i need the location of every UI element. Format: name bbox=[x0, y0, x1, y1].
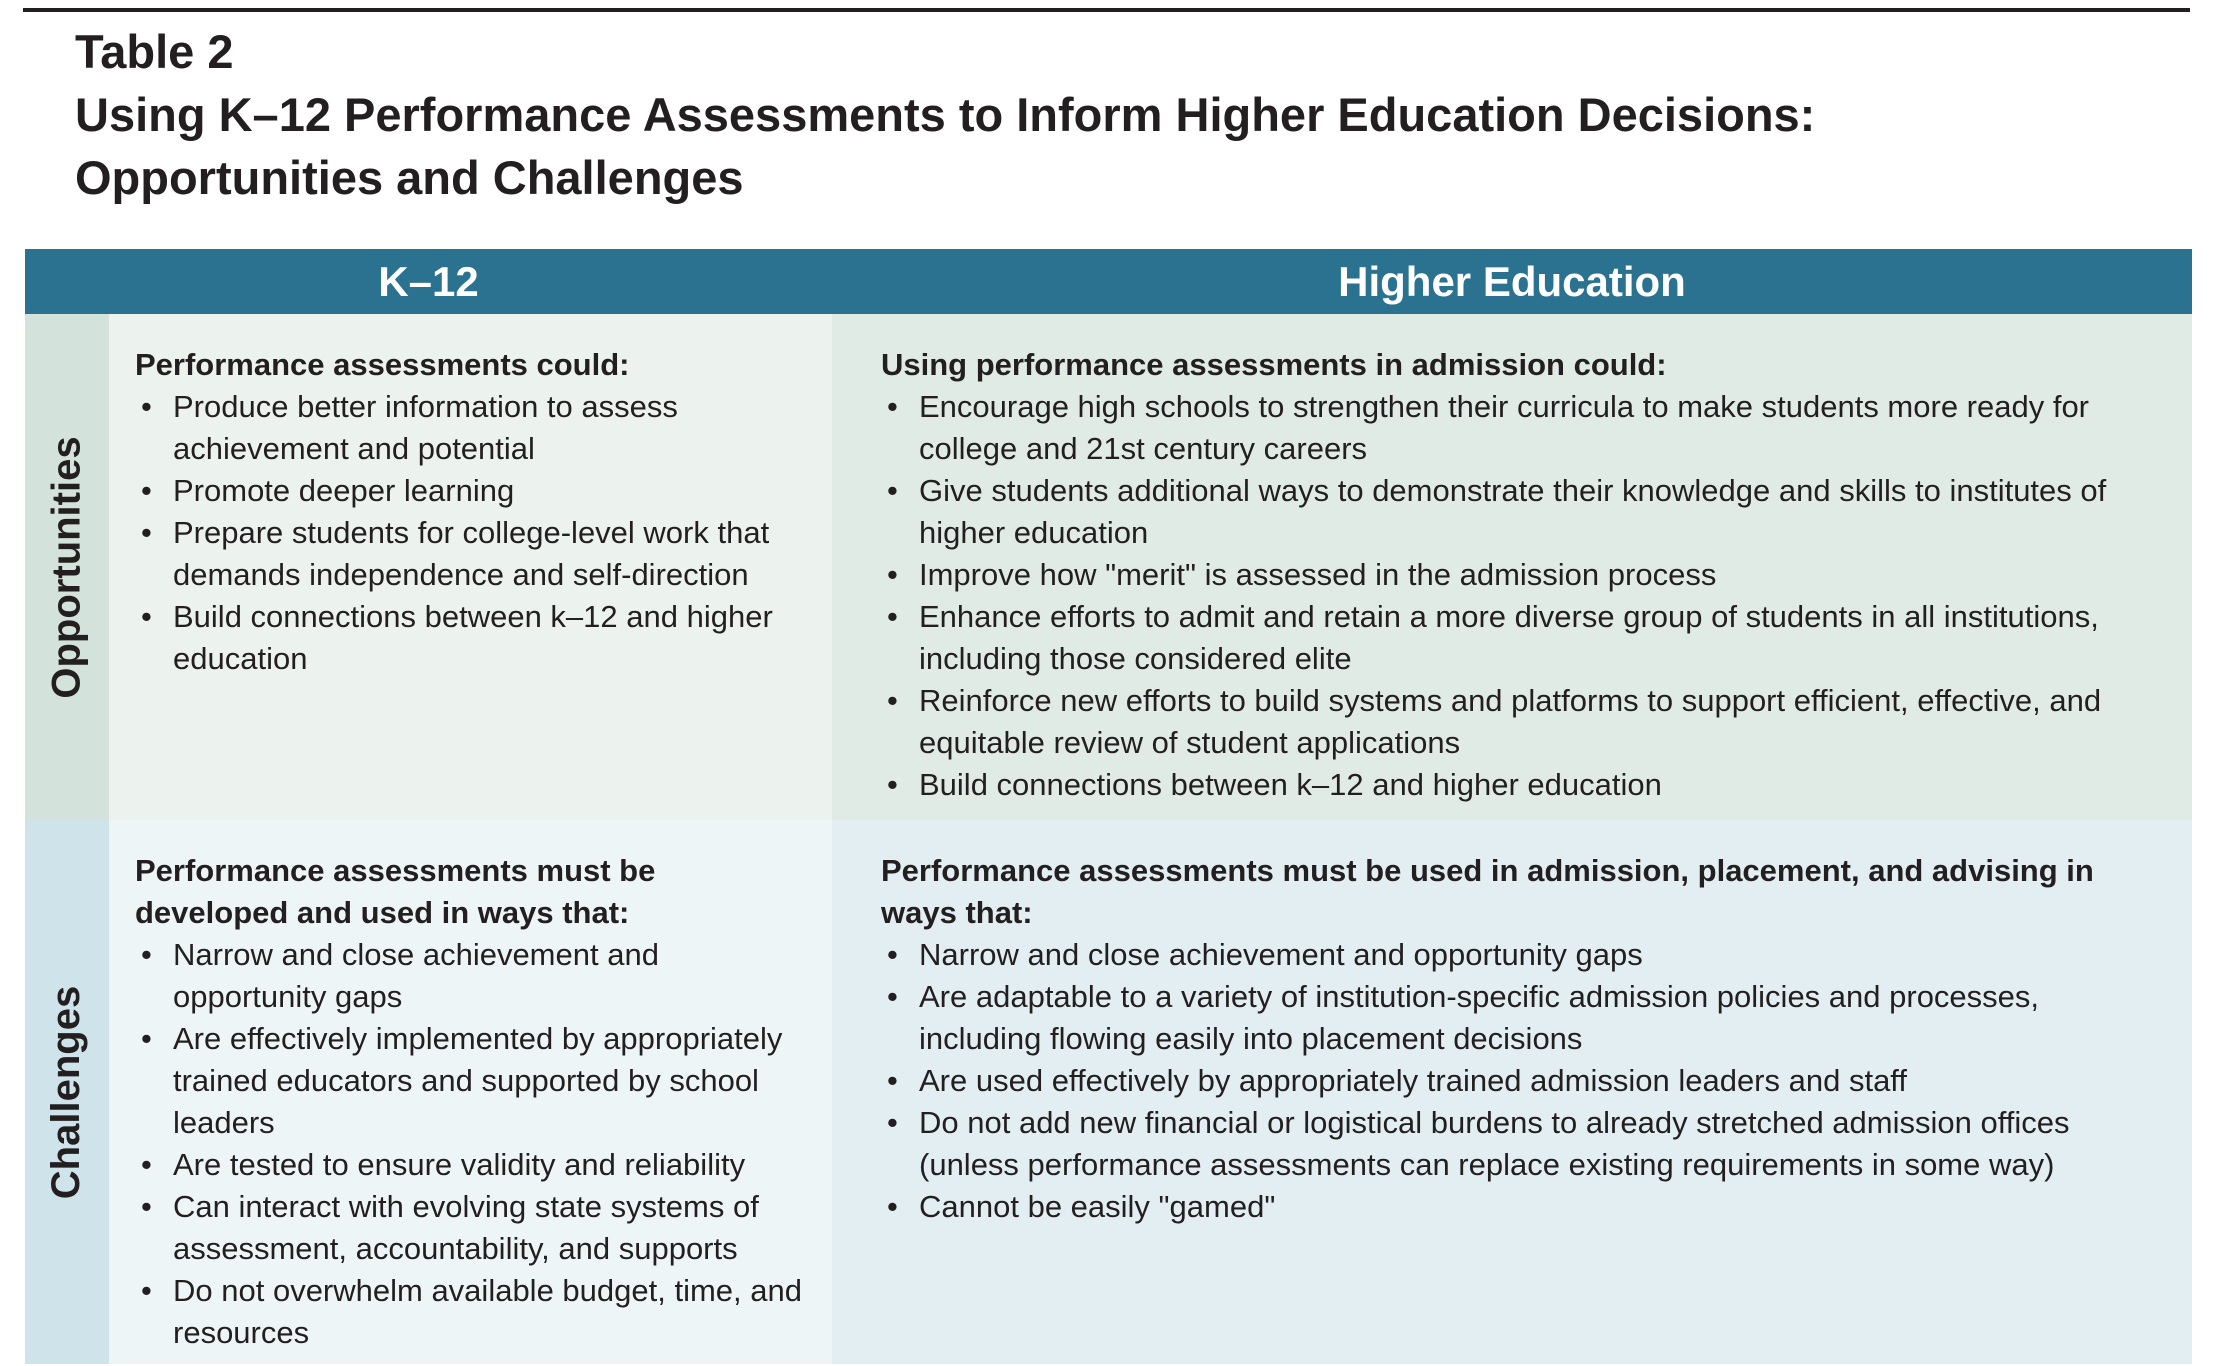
list-item: • Enhance efforts to admit and retain a more diverse group of students in all institutions, including those considered elite bbox=[881, 596, 2162, 680]
list-item: • Are tested to ensure validity and reliability bbox=[135, 1144, 802, 1186]
list-item: • Narrow and close achievement and opportunity gaps bbox=[135, 934, 802, 1018]
row-label-challenges-text: Challenges bbox=[44, 985, 89, 1199]
bullet-list bbox=[135, 934, 802, 1354]
bullet-list bbox=[881, 386, 2162, 806]
cell-opportunities-k12 bbox=[109, 314, 832, 820]
list-item: • Are used effectively by appropriately trained admission leaders and staff bbox=[881, 1060, 2162, 1102]
cell-lead: Performance assessments could: bbox=[135, 347, 630, 382]
column-header-higher-education: Higher Education bbox=[832, 249, 2192, 314]
list-item: • Improve how "merit" is assessed in the admission process bbox=[881, 554, 2162, 596]
list-item: • Can interact with evolving state systems of assessment, accountability, and supports bbox=[135, 1186, 802, 1270]
bullet-list bbox=[135, 386, 802, 680]
cell-lead: Performance assessments must be developed and used in ways that: bbox=[135, 853, 656, 930]
cell-lead: Performance assessments must be used in admission, placement, and advising in ways that: bbox=[881, 853, 2094, 930]
cell-lead: Using performance assessments in admission could: bbox=[881, 347, 1667, 382]
list-item: • Reinforce new efforts to build systems and platforms to support efficient, effective, and equitable review of student applications bbox=[881, 680, 2162, 764]
table-title-line-1: Using K–12 Performance Assessments to Inform Higher Education Decisions: bbox=[75, 88, 1816, 141]
column-header-k12: K–12 bbox=[25, 249, 832, 314]
list-item: • Give students additional ways to demonstrate their knowledge and skills to institutes of higher education bbox=[881, 470, 2162, 554]
list-item: • Do not add new financial or logistical burdens to already stretched admission offices (unless performance assessments can replace existing requirements in some way) bbox=[881, 1102, 2162, 1186]
list-item: • Narrow and close achievement and opportunity gaps bbox=[881, 934, 2162, 976]
list-item: • Encourage high schools to strengthen their curricula to make students more ready for college and 21st century careers bbox=[881, 386, 2162, 470]
list-item: • Produce better information to assess achievement and potential bbox=[135, 386, 802, 470]
top-rule bbox=[23, 8, 2190, 12]
row-label-opportunities bbox=[25, 314, 109, 820]
table-heading bbox=[75, 20, 2175, 209]
list-item: • Are adaptable to a variety of institution-specific admission policies and processes, including flowing easily into placement decisions bbox=[881, 976, 2162, 1060]
comparison-table bbox=[25, 249, 2192, 1366]
table-label: Table 2 bbox=[75, 25, 234, 78]
cell-challenges-k12 bbox=[109, 820, 832, 1364]
list-item: • Promote deeper learning bbox=[135, 470, 802, 512]
row-label-challenges bbox=[25, 820, 109, 1364]
list-item: • Do not overwhelm available budget, time, and resources bbox=[135, 1270, 802, 1354]
cell-challenges-higher-education bbox=[832, 820, 2192, 1364]
bullet-list bbox=[881, 934, 2162, 1228]
list-item: • Are effectively implemented by appropriately trained educators and supported by school leaders bbox=[135, 1018, 802, 1144]
cell-opportunities-higher-education bbox=[832, 314, 2192, 820]
table-title-line-2: Opportunities and Challenges bbox=[75, 151, 744, 204]
list-item: • Build connections between k–12 and higher education bbox=[881, 764, 2162, 806]
list-item: • Build connections between k–12 and higher education bbox=[135, 596, 802, 680]
list-item: • Cannot be easily "gamed" bbox=[881, 1186, 2162, 1228]
row-label-opportunities-text: Opportunities bbox=[44, 435, 89, 699]
list-item: • Prepare students for college-level work that demands independence and self-direction bbox=[135, 512, 802, 596]
